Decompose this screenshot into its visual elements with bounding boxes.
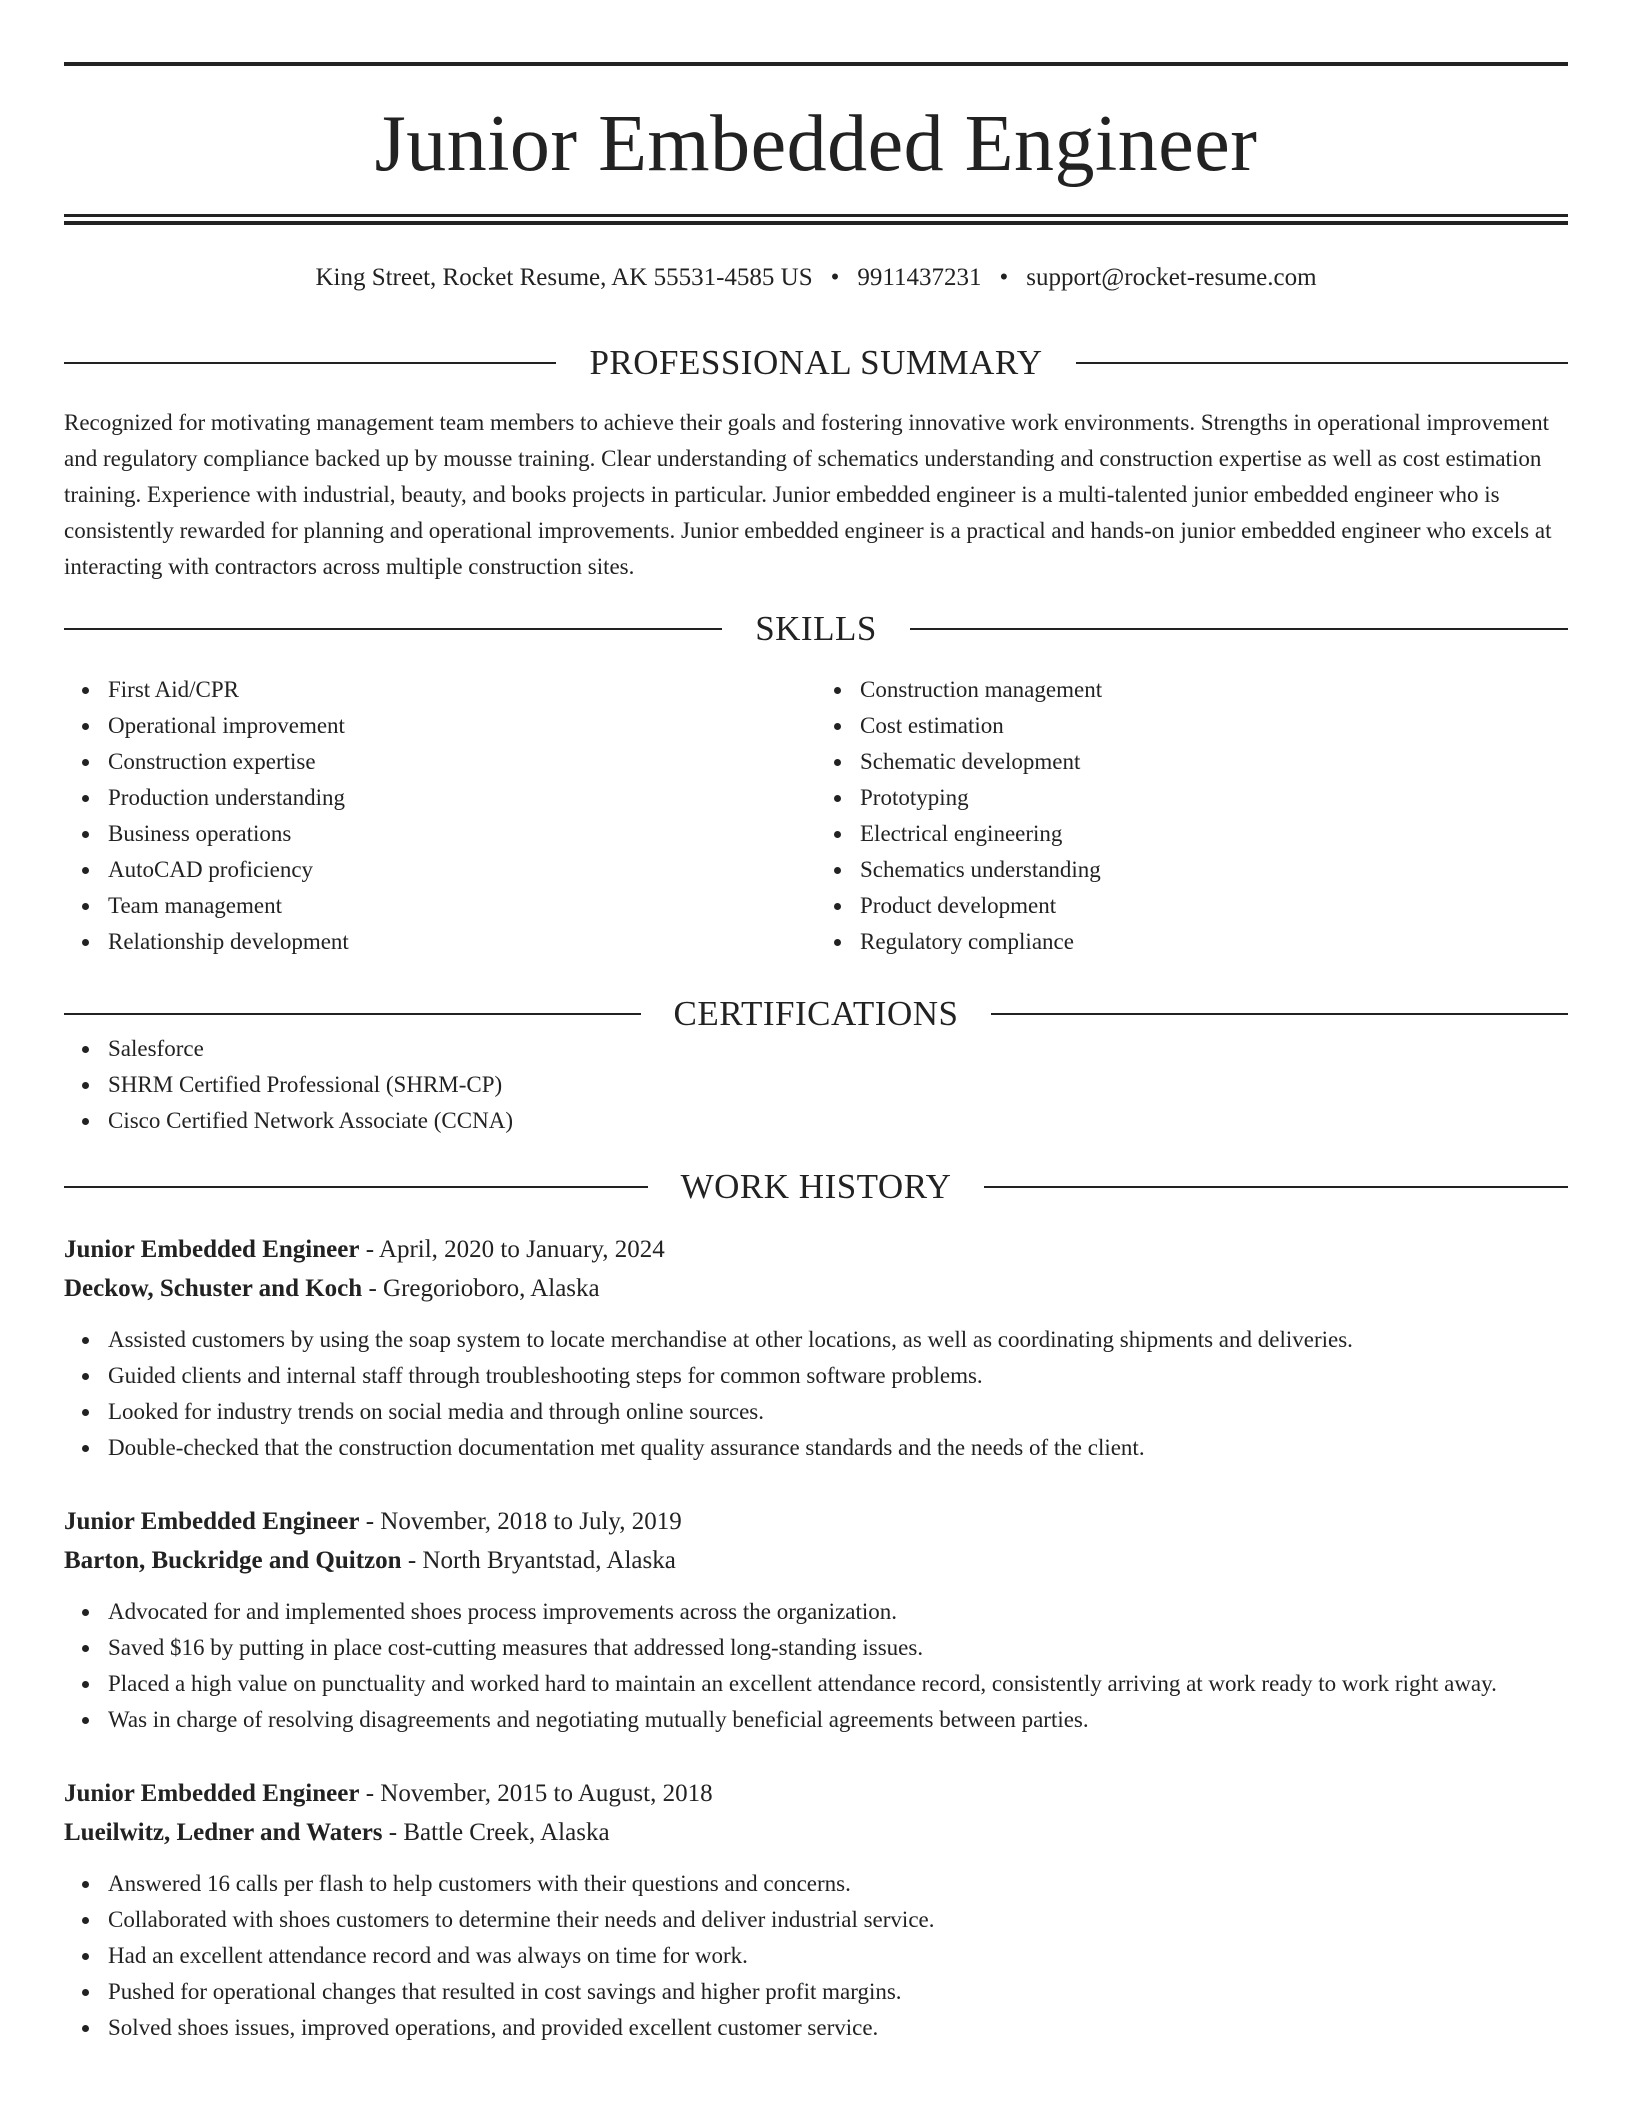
skill-item: First Aid/CPR	[108, 672, 816, 708]
certifications-list	[64, 1031, 1568, 1139]
work-history-heading-label: WORK HISTORY	[680, 1167, 952, 1206]
contact-line	[64, 263, 1568, 293]
contact-separator: •	[999, 264, 1009, 291]
resume-title: Junior Embedded Engineer	[374, 100, 1258, 188]
certification-item: Cisco Certified Network Associate (CCNA)	[108, 1103, 1568, 1139]
contact-separator: •	[830, 264, 840, 291]
certification-item: SHRM Certified Professional (SHRM-CP)	[108, 1067, 1568, 1103]
work-history-section-heading	[64, 1169, 1568, 1204]
job-duties-list	[64, 1866, 1568, 2046]
job-location: - North Bryantstad, Alaska	[401, 1547, 676, 1574]
skill-item: AutoCAD proficiency	[108, 852, 816, 888]
job-company-line	[64, 1813, 1568, 1852]
skill-item: Business operations	[108, 816, 816, 852]
heading-rule-left	[64, 362, 556, 364]
job-company: Lueilwitz, Ledner and Waters	[64, 1819, 383, 1846]
skills-list-right	[816, 672, 1568, 960]
top-rule	[64, 62, 1568, 66]
job-duty: Assisted customers by using the soap system to locate merchandise at other locations, as well as coordinating shipments and deliveries.	[108, 1322, 1568, 1358]
job-entry	[64, 1502, 1568, 1738]
job-duty: Had an excellent attendance record and was always on time for work.	[108, 1938, 1568, 1974]
job-entry	[64, 1230, 1568, 1466]
job-company: Deckow, Schuster and Koch	[64, 1275, 363, 1302]
skill-item: Electrical engineering	[860, 816, 1568, 852]
heading-rule-right	[910, 628, 1568, 630]
job-location: - Gregorioboro, Alaska	[362, 1275, 600, 1302]
heading-rule-right	[1076, 362, 1568, 364]
certifications-section-heading	[64, 996, 1568, 1031]
skill-item: Regulatory compliance	[860, 924, 1568, 960]
job-duty: Double-checked that the construction documentation met quality assurance standards and the needs of the client.	[108, 1430, 1568, 1466]
job-duty: Answered 16 calls per flash to help customers with their questions and concerns.	[108, 1866, 1568, 1902]
summary-section-heading	[64, 345, 1568, 380]
job-title: Junior Embedded Engineer	[64, 1508, 360, 1535]
summary-text: Recognized for motivating management team members to achieve their goals and fostering innovative work environments. Strengths in operational improvement and regulatory compliance backed up by mousse training. Clear understanding of schematics understanding and construction expertise as well as cost estimation training. Experience with industrial, beauty, and books projects in particular. Junior embedded engineer is a multi-talented junior embedded engineer who is consistently rewarded for planning and operational improvements. Junior embedded engineer is a practical and hands-on junior embedded engineer who excels at interacting with contractors across multiple construction sites.	[64, 410, 1552, 579]
heading-rule-left	[64, 1013, 641, 1015]
heading-rule-left	[64, 628, 722, 630]
skill-item: Construction management	[860, 672, 1568, 708]
skill-item: Operational improvement	[108, 708, 816, 744]
skills-heading-label: SKILLS	[755, 609, 877, 648]
skill-item: Construction expertise	[108, 744, 816, 780]
skills-list-left	[64, 672, 816, 960]
certifications-heading-label: CERTIFICATIONS	[673, 994, 959, 1033]
skill-item: Prototyping	[860, 780, 1568, 816]
certification-item: Salesforce	[108, 1031, 1568, 1067]
job-dates: - November, 2015 to August, 2018	[359, 1780, 713, 1807]
job-title-line	[64, 1230, 1568, 1269]
job-duties-list	[64, 1322, 1568, 1466]
job-duty: Solved shoes issues, improved operations, and provided excellent customer service.	[108, 2010, 1568, 2046]
contact-phone: 9911437231	[857, 264, 982, 291]
job-dates: - November, 2018 to July, 2019	[359, 1508, 682, 1535]
skill-item: Schematics understanding	[860, 852, 1568, 888]
job-duty: Guided clients and internal staff through troubleshooting steps for common software problems.	[108, 1358, 1568, 1394]
job-title-line	[64, 1502, 1568, 1541]
skills-section-heading	[64, 611, 1568, 646]
job-duty: Pushed for operational changes that resulted in cost savings and higher profit margins.	[108, 1974, 1568, 2010]
job-duty: Looked for industry trends on social media and through online sources.	[108, 1394, 1568, 1430]
job-duty: Was in charge of resolving disagreements and negotiating mutually beneficial agreements between parties.	[108, 1702, 1568, 1738]
skill-item: Cost estimation	[860, 708, 1568, 744]
job-title: Junior Embedded Engineer	[64, 1780, 360, 1807]
skill-item: Relationship development	[108, 924, 816, 960]
title-double-rule	[64, 214, 1568, 225]
skill-item: Team management	[108, 888, 816, 924]
job-title: Junior Embedded Engineer	[64, 1236, 360, 1263]
job-location: - Battle Creek, Alaska	[382, 1819, 610, 1846]
job-duty: Saved $16 by putting in place cost-cutting measures that addressed long-standing issues.	[108, 1630, 1568, 1666]
skill-item: Schematic development	[860, 744, 1568, 780]
contact-email: support@rocket-resume.com	[1026, 264, 1317, 291]
job-duties-list	[64, 1594, 1568, 1738]
heading-rule-right	[991, 1013, 1568, 1015]
job-entry	[64, 1774, 1568, 2046]
job-duty: Collaborated with shoes customers to determine their needs and deliver industrial service.	[108, 1902, 1568, 1938]
skill-item: Production understanding	[108, 780, 816, 816]
summary-heading-label: PROFESSIONAL SUMMARY	[589, 343, 1043, 382]
skill-item: Product development	[860, 888, 1568, 924]
job-duty: Placed a high value on punctuality and worked hard to maintain an excellent attendance record, consistently arriving at work ready to work right away.	[108, 1666, 1568, 1702]
job-company-line	[64, 1541, 1568, 1580]
skills-columns	[64, 672, 1568, 960]
job-title-line	[64, 1774, 1568, 1813]
heading-rule-left	[64, 1186, 648, 1188]
job-dates: - April, 2020 to January, 2024	[359, 1236, 665, 1263]
contact-address: King Street, Rocket Resume, AK 55531-4585 US	[315, 264, 813, 291]
heading-rule-right	[984, 1186, 1568, 1188]
job-company-line	[64, 1269, 1568, 1308]
job-company: Barton, Buckridge and Quitzon	[64, 1547, 402, 1574]
job-duty: Advocated for and implemented shoes process improvements across the organization.	[108, 1594, 1568, 1630]
